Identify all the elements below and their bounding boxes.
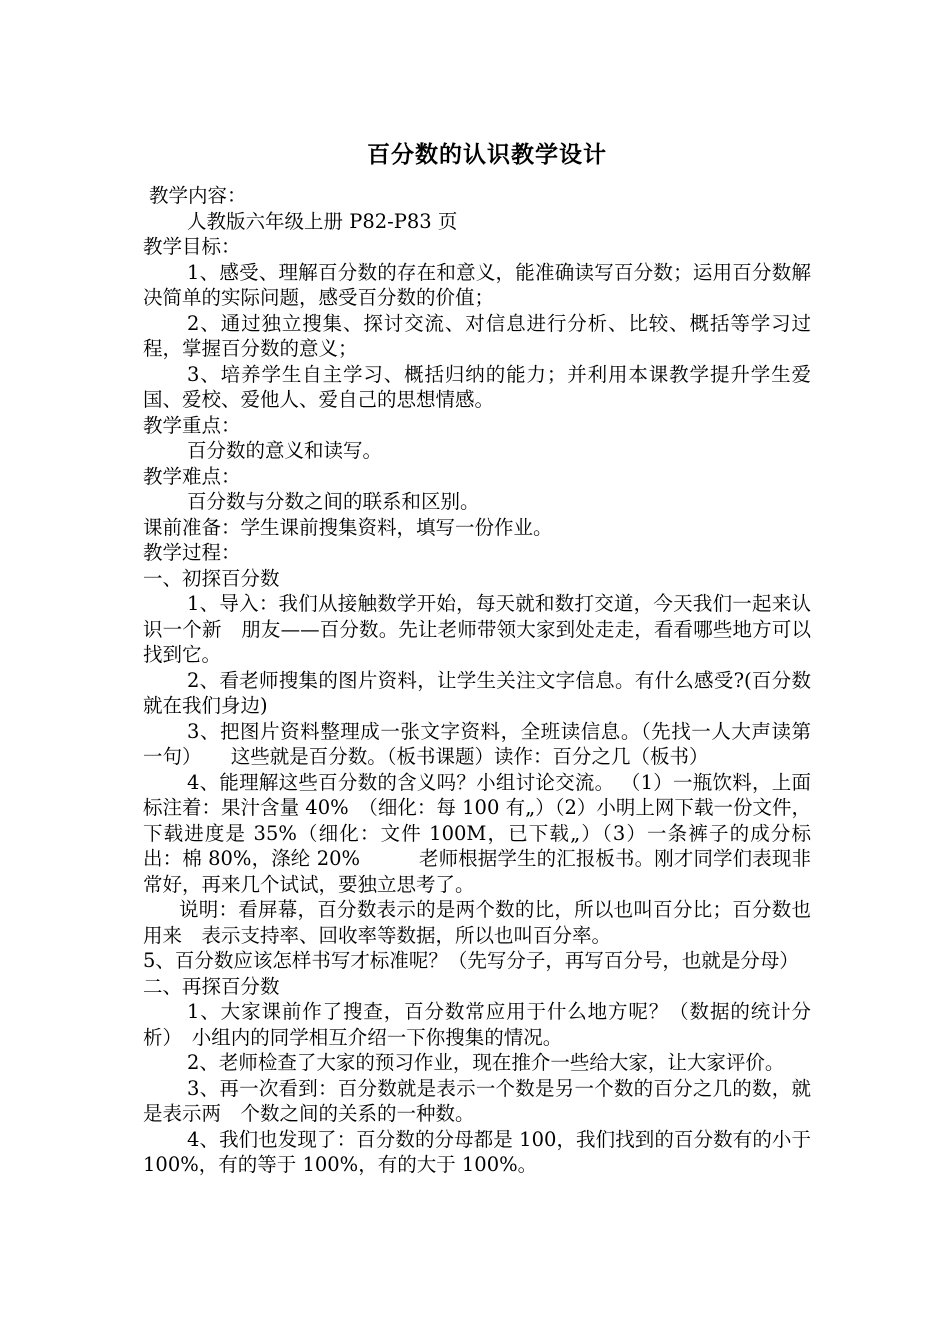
goal-3: 3、培养学生自主学习、概括归纳的能力；并利用本课教学提升学生爱国、爱校、爱他人、爱自己的思想情感。 <box>143 362 811 411</box>
s2-paragraph-2: 2、老师检查了大家的预习作业，现在推介一些给大家，让大家评价。 <box>187 1051 785 1074</box>
document-body <box>143 136 811 1178</box>
prep-text: 课前准备：学生课前搜集资料，填写一份作业。 <box>143 515 553 539</box>
s2-paragraph-4: 4、我们也发现了：百分数的分母都是 100，我们找到的百分数有的小于 100%，有的等于 100%，有的大于 100%。 <box>143 1127 811 1176</box>
difficulty-text: 百分数与分数之间的联系和区别。 <box>187 490 480 513</box>
section-2-heading: 二、再探百分数 <box>143 974 280 998</box>
s1-note: 说明：看屏幕，百分数表示的是两个数的比，所以也叫百分比；百分数也用来 表示支持率、回收率等数据，所以也叫百分率。 <box>143 898 811 947</box>
goal-2: 2、通过独立搜集、探讨交流、对信息进行分析、比较、概括等学习过程，掌握百分数的意义； <box>143 311 811 360</box>
s1-paragraph-4: 4、能理解这些百分数的含义吗？小组讨论交流。 （1）一瓶饮料，上面标注着：果汁含量 40% （细化：每 100 有„）（2）小明上网下载一份文件，下载进度是 35%（细化：文件 100M，已下载„）（3）一条裤子的成分标出：棉 80%，涤纶 20% 老师根据学生的汇报板书。刚才同学们表现非常好，再来几个试试，要独立思考了。 <box>143 770 811 896</box>
s2-paragraph-1: 1、大家课前作了搜查，百分数常应用于什么地方呢？（数据的统计分析） 小组内的同学相互介绍一下你搜集的情况。 <box>143 1000 811 1049</box>
goal-1: 1、感受、理解百分数的存在和意义，能准确读写百分数；运用百分数解决简单的实际问题，感受百分数的价值； <box>143 260 811 309</box>
s1-paragraph-5: 5、百分数应该怎样书写才标准呢？（先写分子，再写百分号，也就是分母） <box>143 949 799 972</box>
goals-label: 教学目标： <box>143 235 241 258</box>
process-label: 教学过程： <box>143 541 241 564</box>
difficulty-label: 教学难点： <box>143 464 241 488</box>
s1-paragraph-2: 2、看老师搜集的图片资料，让学生关注文字信息。有什么感受?(百分数就在我们身边) <box>143 668 811 717</box>
content-text: 人教版六年级上册 P82-P83 页 <box>187 209 458 233</box>
s1-paragraph-1: 1、导入：我们从接触数学开始，每天就和数打交道，今天我们一起来认识一个新 朋友——百分数。先让老师带领大家到处走走，看看哪些地方可以找到它。 <box>143 592 811 666</box>
content-label: 教学内容： <box>149 184 247 207</box>
s1-paragraph-3: 3、把图片资料整理成一张文字资料，全班读信息。（先找一人大声读第一句） 这些就是百分数。（板书课题）读作：百分之几（板书） <box>143 719 811 768</box>
s2-paragraph-3: 3、再一次看到：百分数就是表示一个数是另一个数的百分之几的数，就是表示两 个数之间的关系的一种数。 <box>143 1076 811 1125</box>
section-1-heading: 一、初探百分数 <box>143 566 280 590</box>
key-label: 教学重点： <box>143 413 241 437</box>
document-title: 百分数的认识教学设计 <box>367 142 607 168</box>
key-text: 百分数的意义和读写。 <box>187 439 383 462</box>
